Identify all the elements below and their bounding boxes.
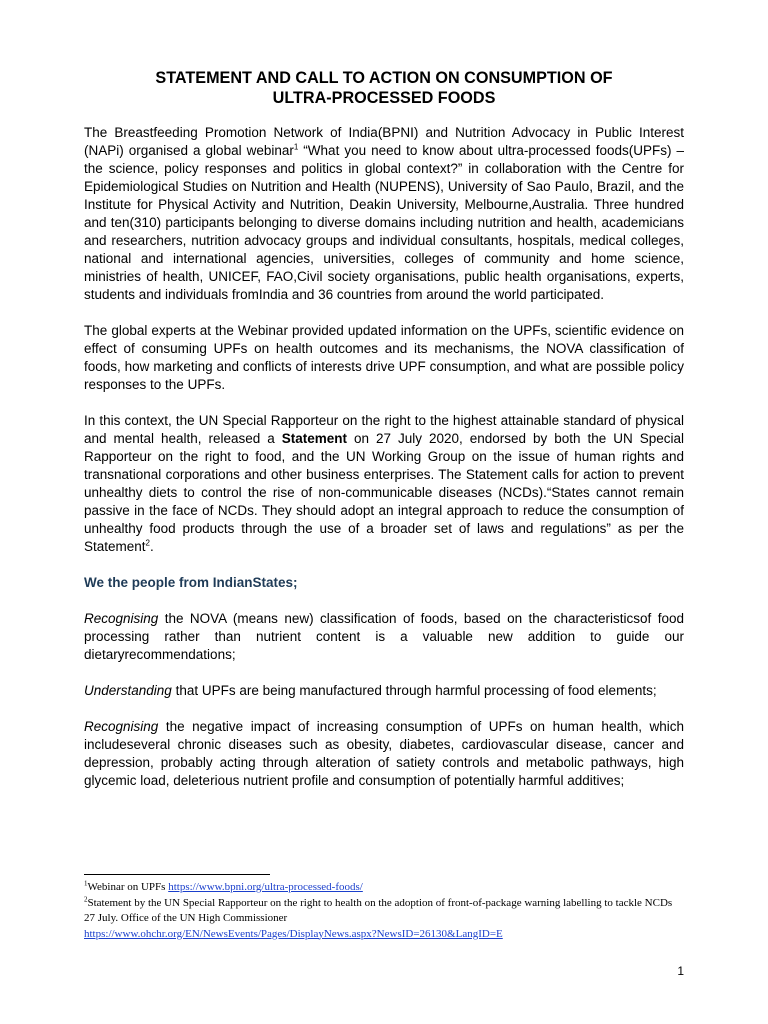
clause-2-text: that UPFs are being manufactured through harmful processing of food elements; xyxy=(171,683,657,698)
paragraph-webinar-text-a: The Breastfeeding Promotion Network of India(BPNI) and Nutrition Advocacy in Public Interest (NAPi) organised a global webinar xyxy=(84,125,684,158)
paragraph-context-text-a: In this context, the UN Special Rapporteur on the right to the highest attainable standard of physical and mental health, released a xyxy=(84,413,684,446)
footnote-2-text: Statement by the UN Special Rapporteur on the right to health on the adoption of front-of-package warning labelling to tackle NCDs 27 July. Office of the UN High Commissioner xyxy=(84,896,673,924)
footnote-1-number: 1 xyxy=(84,879,88,888)
clause-recognising-nova xyxy=(84,610,684,664)
paragraph-context xyxy=(84,412,684,556)
footnote-2-link[interactable]: https://www.ohchr.org/EN/NewsEvents/Pages/DisplayNews.aspx?NewsID=26130&LangID=E xyxy=(84,927,503,940)
clause-3-text: the negative impact of increasing consumption of UPFs on human health, which includeseveral chronic diseases such as obesity, diabetes, cardiovascular disease, cancer and depression, probably acting through alteration of satiety controls and metabolic pathways, high glycemic load, deleterious nutrient profile and consumption of potentially harmful additives; xyxy=(84,719,684,788)
paragraph-context-text-c: . xyxy=(150,539,154,554)
clause-understanding xyxy=(84,682,684,700)
clause-3-verb: Recognising xyxy=(84,719,159,734)
title-line-1: STATEMENT AND CALL TO ACTION ON CONSUMPTION OF xyxy=(155,69,613,87)
page-number: 1 xyxy=(677,964,684,978)
footnotes xyxy=(84,880,684,942)
clause-1-verb: Recognising xyxy=(84,611,159,626)
clause-2-verb: Understanding xyxy=(84,683,172,698)
footnote-2 xyxy=(84,896,684,943)
clause-1-text: the NOVA (means new) classification of foods, based on the characteristicsof food processing rather than nutrient content is a valuable new addition to guide our dietaryrecommendations; xyxy=(84,611,684,662)
section-heading: We the people from IndianStates; xyxy=(84,575,298,590)
paragraph-webinar xyxy=(84,124,684,304)
document-title xyxy=(84,68,684,108)
footnote-ref-1[interactable]: 1 xyxy=(293,142,299,152)
paragraph-webinar-text-b: “What you need to know about ultra-processed foods(UPFs) – the science, policy responses and politics in global context?” in collaboration with the Centre for Epidemiological Studies on Nutrition and Health (NUPENS), University of Sao Paulo, Brazil, and the Institute for Physical Activity and Nutrition, Deakin University, Melbourne,Australia. Three hundred and ten(310) participants belonging to diverse domains including nutrition and health, academicians and researchers, nutrition advocacy groups and individual consultants, hospitals, medical colleges, national and international agencies, universities, colleges of community and home science, ministries of health, UNICEF, FAO,Civil society organisations, public health organisations, experts, students and individuals fromIndia and 36 countries from around the world participated. xyxy=(84,143,684,302)
paragraph-context-text-b: on 27 July 2020, endorsed by both the UN Special Rapporteur on the right to food, and the UN Working Group on the issue of human rights and transnational corporations and other business enterprises. The Statement calls for action to prevent unhealthy diets to control the rise of non-communicable diseases (NCDs).“States cannot remain passive in the face of NCDs. They should adopt an integral approach to reduce the consumption of unhealthy food products through the use of a broader set of laws and regulations” as per the Statement xyxy=(84,431,685,554)
footnote-2-number: 2 xyxy=(84,894,88,903)
title-line-2: ULTRA-PROCESSED FOODS xyxy=(272,89,496,107)
document-body xyxy=(84,124,684,808)
clause-recognising-impact xyxy=(84,718,684,790)
statement-bold: Statement xyxy=(281,431,348,446)
footnote-1 xyxy=(84,880,684,896)
footnote-1-link[interactable]: https://www.bpni.org/ultra-processed-foods/ xyxy=(168,881,363,893)
footnote-separator xyxy=(84,874,270,875)
footnote-1-text: Webinar on UPFs xyxy=(87,881,169,893)
footnote-ref-2[interactable]: 2 xyxy=(145,538,150,548)
paragraph-experts: The global experts at the Webinar provided updated information on the UPFs, scientific evidence on effect of consuming UPFs on health outcomes and its mechanisms, the NOVA classification of foods, how marketing and conflicts of interests drive UPF consumption, and what are possible policy responses to the UPFs. xyxy=(84,323,684,392)
